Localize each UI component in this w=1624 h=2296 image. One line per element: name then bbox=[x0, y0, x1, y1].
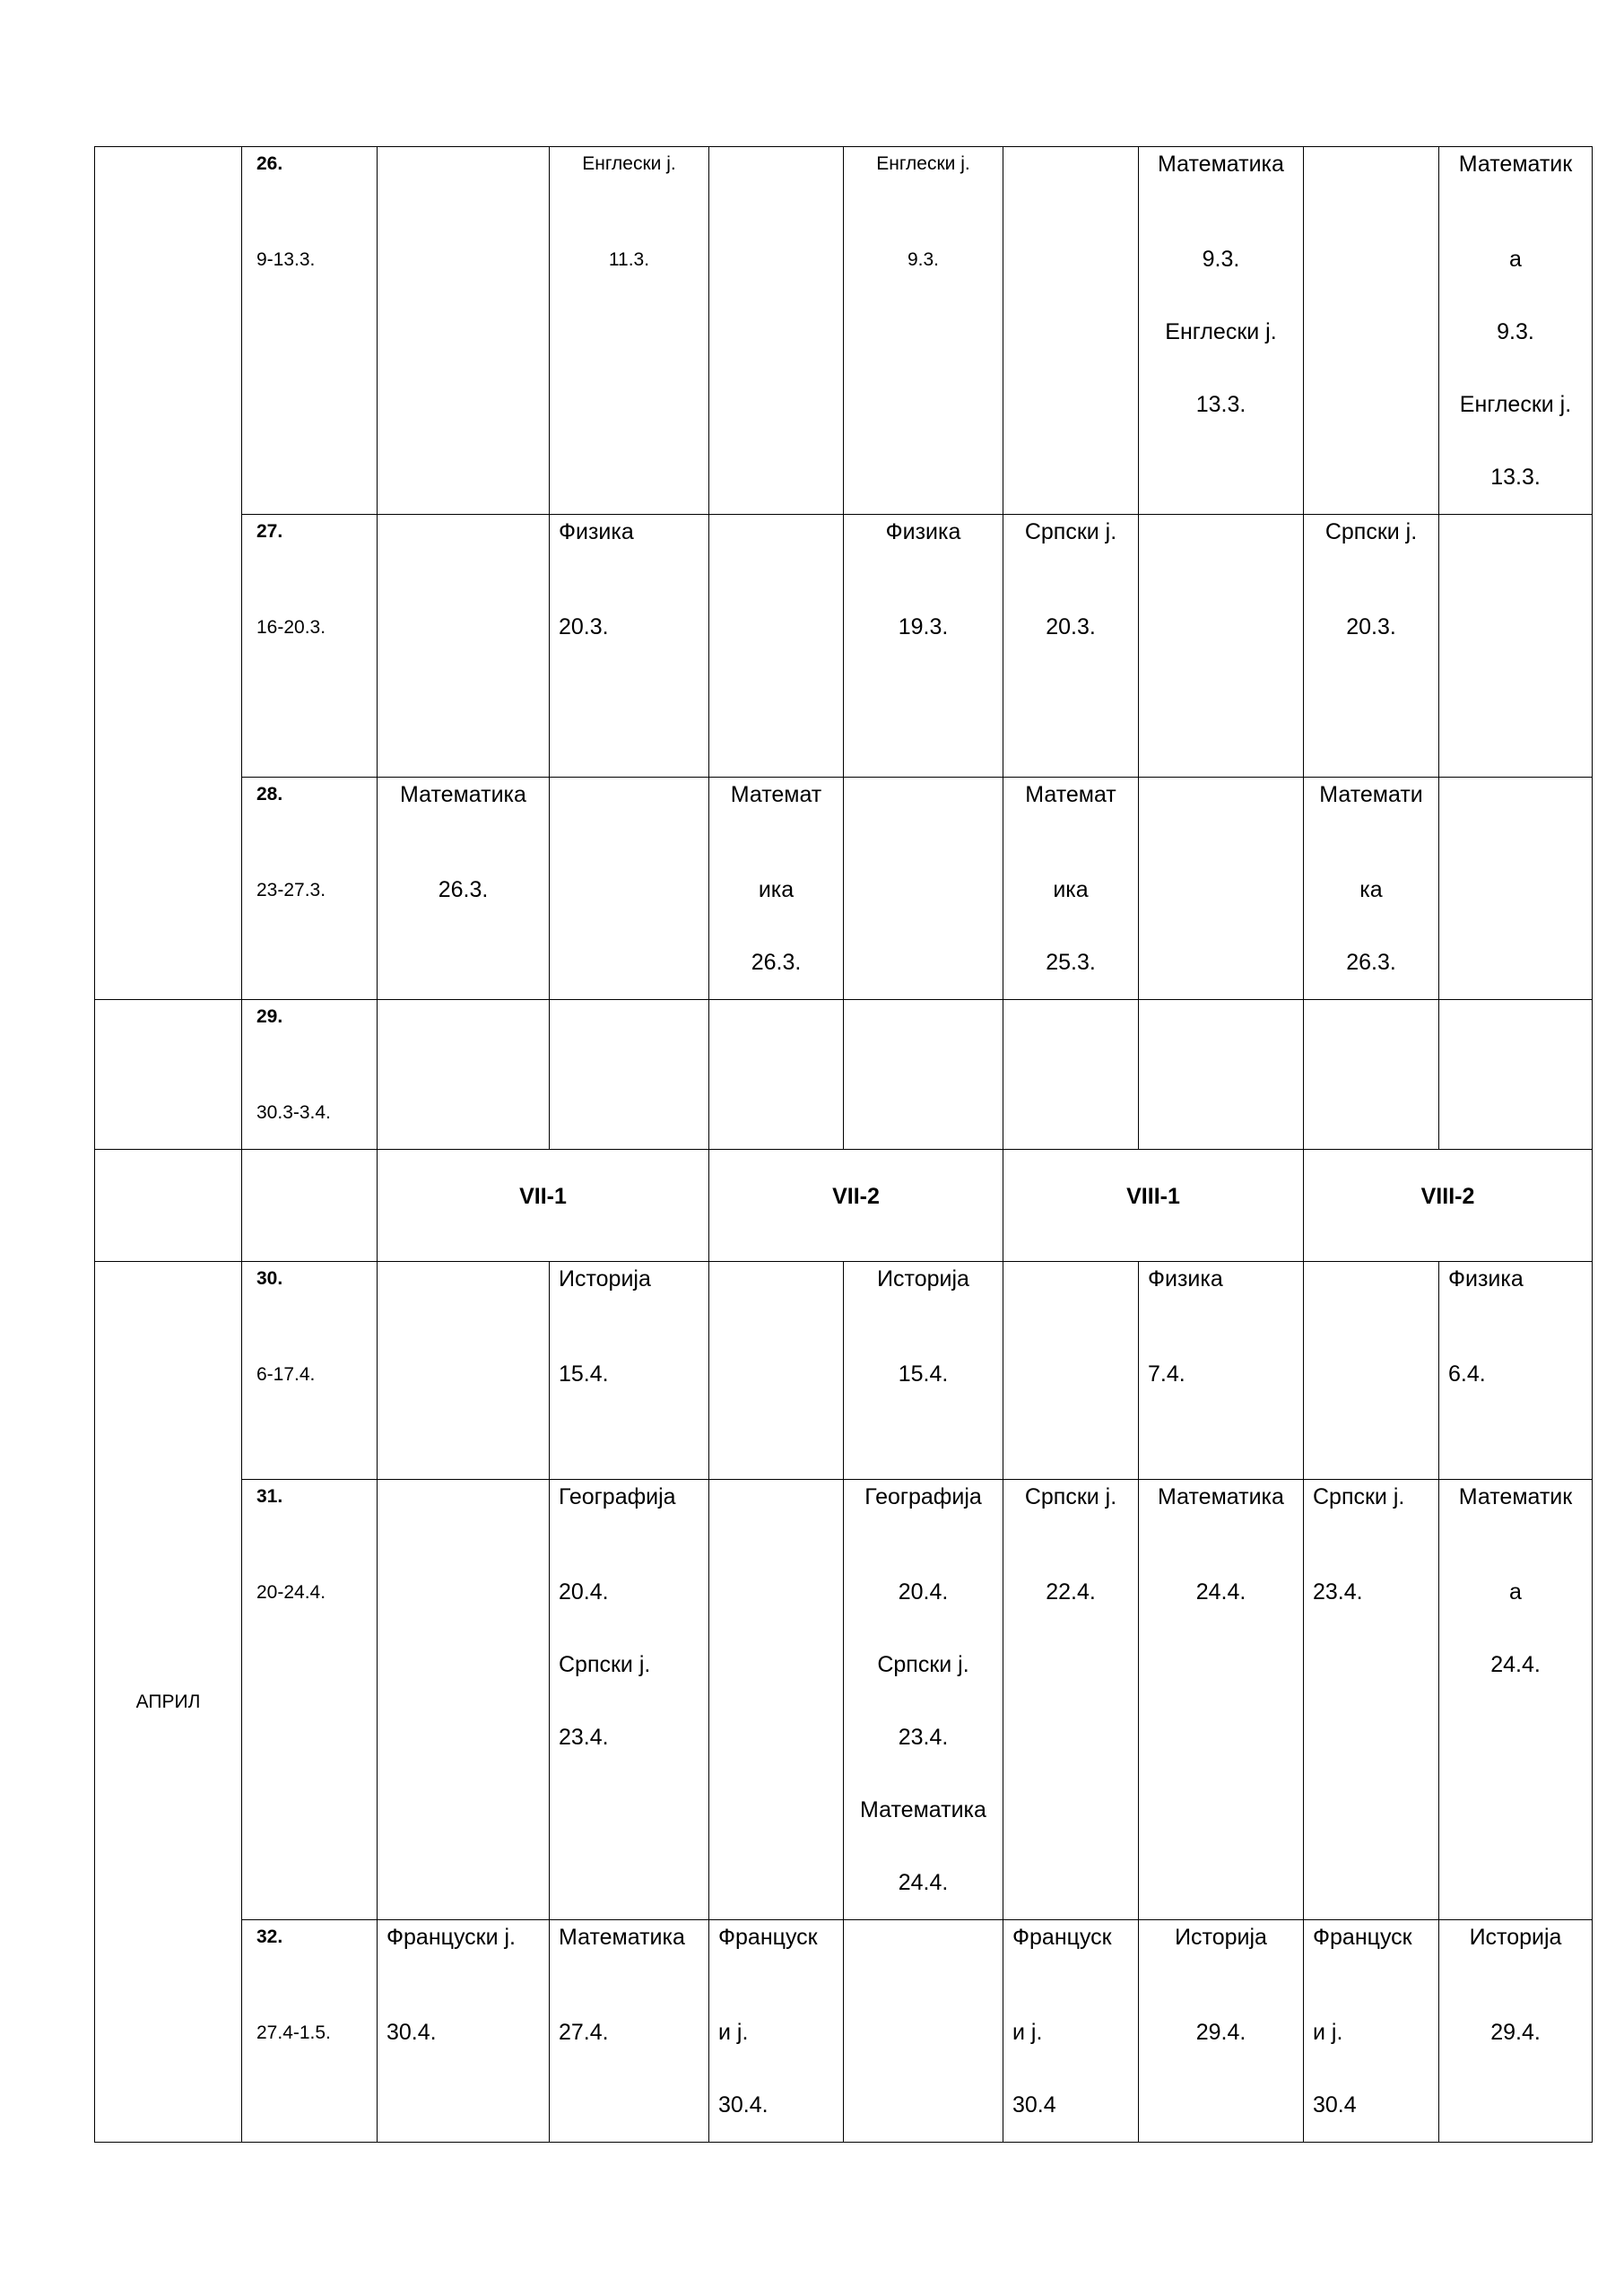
exam-cell bbox=[1139, 1000, 1304, 1150]
table-row bbox=[95, 147, 1593, 515]
exam-cell bbox=[709, 147, 844, 515]
exam-cell bbox=[550, 1000, 709, 1150]
month-cell-april: АПРИЛ bbox=[95, 1262, 242, 2143]
week-cell bbox=[242, 1150, 378, 1262]
exam-cell bbox=[1003, 147, 1139, 515]
exam-cell: Географија 20.4. Српски ј. 23.4. bbox=[550, 1480, 709, 1920]
exam-cell: Француск и ј. 30.4 bbox=[1003, 1920, 1139, 2143]
class-header-vii-2: VII-2 bbox=[709, 1150, 1003, 1262]
exam-cell: Физика 19.3. bbox=[844, 515, 1003, 778]
month-cell bbox=[95, 1150, 242, 1262]
week-cell: 28. 23-27.3. bbox=[242, 778, 378, 1000]
exam-cell bbox=[1003, 1000, 1139, 1150]
exam-cell: Физика 6.4. bbox=[1439, 1262, 1593, 1480]
week-cell: 30. 6-17.4. bbox=[242, 1262, 378, 1480]
exam-cell: Француск и ј. 30.4 bbox=[1304, 1920, 1439, 2143]
exam-cell: Математика 27.4. bbox=[550, 1920, 709, 2143]
table-row bbox=[95, 1262, 1593, 1480]
exam-cell bbox=[378, 1262, 550, 1480]
exam-cell bbox=[378, 1480, 550, 1920]
exam-cell bbox=[709, 1262, 844, 1480]
table-row bbox=[95, 778, 1593, 1000]
exam-cell: Географија 20.4. Српски ј. 23.4. Математика 24.4. bbox=[844, 1480, 1003, 1920]
exam-cell bbox=[709, 1480, 844, 1920]
exam-cell bbox=[844, 778, 1003, 1000]
class-header-viii-1: VIII-1 bbox=[1003, 1150, 1304, 1262]
schedule-table bbox=[94, 146, 1593, 2143]
exam-cell: Математика 24.4. bbox=[1139, 1480, 1304, 1920]
exam-cell: Српски ј. 20.3. bbox=[1304, 515, 1439, 778]
exam-cell bbox=[709, 515, 844, 778]
exam-cell: Историја 29.4. bbox=[1139, 1920, 1304, 2143]
exam-cell bbox=[1439, 1000, 1593, 1150]
exam-cell: Математ ика 26.3. bbox=[709, 778, 844, 1000]
exam-cell: Француски ј. 30.4. bbox=[378, 1920, 550, 2143]
class-header-row bbox=[95, 1150, 1593, 1262]
exam-cell bbox=[1139, 515, 1304, 778]
exam-cell: Физика 20.3. bbox=[550, 515, 709, 778]
exam-cell bbox=[844, 1920, 1003, 2143]
exam-cell bbox=[1139, 778, 1304, 1000]
exam-cell bbox=[378, 515, 550, 778]
exam-cell: Историја 29.4. bbox=[1439, 1920, 1593, 2143]
exam-cell: Математик а 24.4. bbox=[1439, 1480, 1593, 1920]
exam-cell: Математи ка 26.3. bbox=[1304, 778, 1439, 1000]
class-header-vii-1: VII-1 bbox=[378, 1150, 709, 1262]
month-cell-march bbox=[95, 147, 242, 1000]
table-row bbox=[95, 1920, 1593, 2143]
exam-cell: Математ ика 25.3. bbox=[1003, 778, 1139, 1000]
exam-cell: Енглески ј. 11.3. bbox=[550, 147, 709, 515]
week-cell: 32. 27.4-1.5. bbox=[242, 1920, 378, 2143]
exam-cell: Историја 15.4. bbox=[550, 1262, 709, 1480]
exam-cell bbox=[1439, 778, 1593, 1000]
exam-cell: Француск и ј. 30.4. bbox=[709, 1920, 844, 2143]
week-cell: 31. 20-24.4. bbox=[242, 1480, 378, 1920]
month-cell bbox=[95, 1000, 242, 1150]
class-header-viii-2: VIII-2 bbox=[1304, 1150, 1593, 1262]
exam-cell bbox=[709, 1000, 844, 1150]
exam-cell bbox=[550, 778, 709, 1000]
exam-cell: Физика 7.4. bbox=[1139, 1262, 1304, 1480]
exam-cell: Математика 9.3. Енглески ј. 13.3. bbox=[1139, 147, 1304, 515]
week-cell: 29. 30.3-3.4. bbox=[242, 1000, 378, 1150]
exam-cell bbox=[1439, 515, 1593, 778]
exam-cell bbox=[378, 147, 550, 515]
exam-cell bbox=[378, 1000, 550, 1150]
exam-cell: Математик а 9.3. Енглески ј. 13.3. bbox=[1439, 147, 1593, 515]
exam-cell bbox=[1304, 1000, 1439, 1150]
exam-cell: Историја 15.4. bbox=[844, 1262, 1003, 1480]
exam-cell: Српски ј. 23.4. bbox=[1304, 1480, 1439, 1920]
exam-cell bbox=[1304, 147, 1439, 515]
table-row bbox=[95, 1480, 1593, 1920]
week-cell: 26. 9-13.3. bbox=[242, 147, 378, 515]
week-cell: 27. 16-20.3. bbox=[242, 515, 378, 778]
table-row bbox=[95, 1000, 1593, 1150]
exam-cell bbox=[1304, 1262, 1439, 1480]
exam-cell bbox=[1003, 1262, 1139, 1480]
exam-cell: Енглески ј. 9.3. bbox=[844, 147, 1003, 515]
exam-cell: Српски ј. 20.3. bbox=[1003, 515, 1139, 778]
exam-cell: Математика 26.3. bbox=[378, 778, 550, 1000]
exam-cell bbox=[844, 1000, 1003, 1150]
table-row bbox=[95, 515, 1593, 778]
exam-cell: Српски ј. 22.4. bbox=[1003, 1480, 1139, 1920]
